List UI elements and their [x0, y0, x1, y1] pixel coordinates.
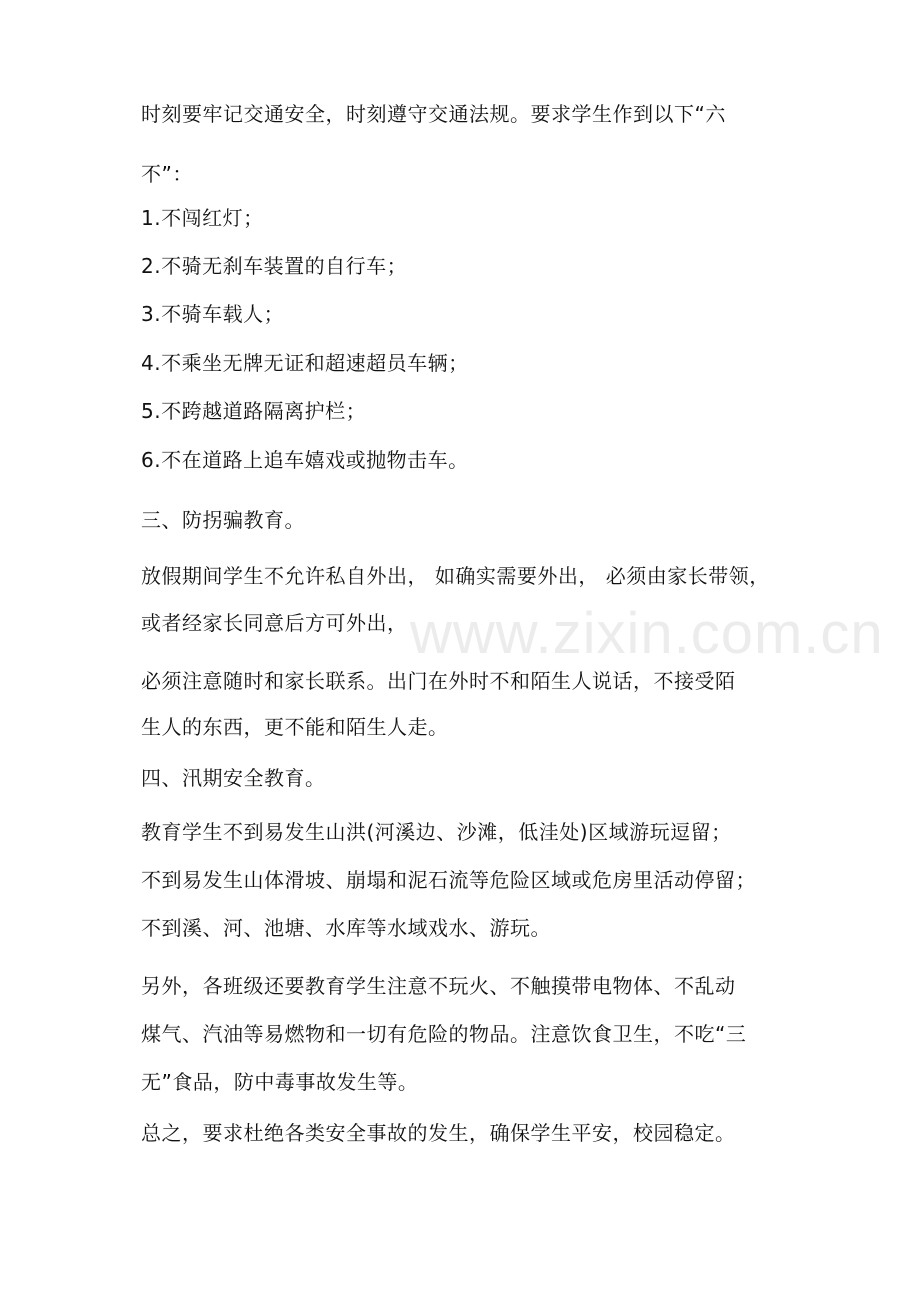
paragraph-line: 无”食品，防中毒事故发生等。	[141, 1070, 419, 1094]
paragraph-line: 时刻要牢记交通安全，时刻遵守交通法规。要求学生作到以下“六	[141, 102, 726, 126]
paragraph-line: 总之，要求杜绝各类安全事故的发生，确保学生平安，校园稳定。	[141, 1121, 736, 1145]
watermark-text: www.zixin.com.cn	[410, 601, 884, 666]
list-item: 2.不骑无刹车装置的自行车；	[141, 254, 408, 278]
paragraph-line: 必须注意随时和家长联系。出门在外时不和陌生人说话，不接受陌	[141, 669, 736, 693]
paragraph-line: 不”：	[141, 162, 193, 186]
list-item: 6.不在道路上追车嬉戏或抛物击车。	[141, 448, 469, 472]
paragraph-line: 放假期间学生不允许私自外出， 如确实需要外出， 必须由家长带领，	[141, 564, 770, 588]
paragraph-line: 生人的东西，更不能和陌生人走。	[141, 715, 449, 739]
list-item: 1.不闯红灯；	[141, 206, 264, 230]
list-item: 5.不跨越道路隔离护栏；	[141, 399, 367, 423]
paragraph-line: 煤气、汽油等易燃物和一切有危险的物品。注意饮食卫生，不吃“三	[141, 1022, 747, 1046]
paragraph-line: 教育学生不到易发生山洪(河溪边、沙滩，低洼处)区域游玩逗留；	[141, 820, 732, 844]
paragraph-line: 另外，各班级还要教育学生注意不玩火、不触摸带电物体、不乱动	[141, 974, 736, 998]
section-heading: 四、汛期安全教育。	[141, 766, 326, 790]
paragraph-line: 不到溪、河、池塘、水库等水域戏水、游玩。	[141, 916, 551, 940]
list-item: 3.不骑车载人；	[141, 302, 285, 326]
paragraph-line: 或者经家长同意后方可外出，	[141, 611, 408, 635]
section-heading: 三、防拐骗教育。	[141, 508, 305, 532]
paragraph-line: 不到易发生山体滑坡、崩塌和泥石流等危险区域或危房里活动停留；	[141, 868, 756, 892]
list-item: 4.不乘坐无牌无证和超速超员车辆；	[141, 351, 469, 375]
